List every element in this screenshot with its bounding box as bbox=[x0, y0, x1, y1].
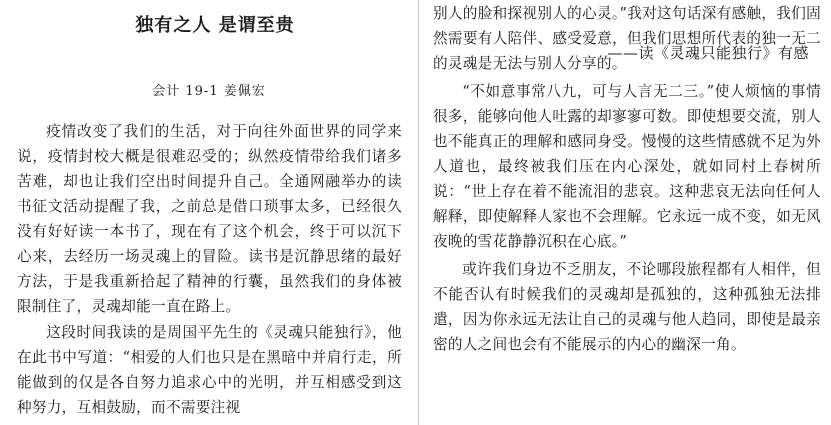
paragraph-continuation: 别人的脸和探视别人的心灵。”我对这句话深有感触，我们固然需要有人陪伴、感受爱意，但我们思想所代表的独一无二的灵魂是无法与别人分享的。 bbox=[433, 5, 821, 72]
essay-title: 独有之人 是谓至贵 bbox=[135, 15, 295, 36]
right-column-body bbox=[433, 1, 821, 357]
paragraph: 疫情改变了我们的生活，对于向往外面世界的同学来说，疫情封校大概是很难忍受的；纵然疫情带给我们诸多苦难，却也让我们空出时间提升自己。全通网融举办的读书征文活动提醒了我，之前总是借口琐事太多，已经很久没有好好读一本书了，现在有了这个机会，终于可以沉下心来，去经历一场灵魂上的冒险。读书是沉静思绪的最好方法，于是我重新拾起了精神的行囊，虽然我们的身体被限制住了，灵魂却能一直在路上。 bbox=[17, 123, 402, 315]
paragraph: 或许我们身边不乏朋友，不论哪段旅程都有人相伴，但不能否认有时候我们的灵魂却是孤独的，这种孤独无法排遣，因为你永远无法让自己的灵魂与他人趋同，即使是最亲密的人之间也会有不能展示的内心的幽深一角。 bbox=[433, 261, 821, 353]
left-column-body bbox=[17, 119, 402, 420]
column-divider bbox=[418, 0, 419, 425]
paragraph: “不如意事常八九，可与人言无二三。”使人烦恼的事情很多，能够向他人吐露的却寥寥可数。即使想要交流，别人也不能真正的理解和感同身受。慢慢的这些情感就不足为外人道也，最终被我们压在内心深处，就如同村上春树所说：“世上存在着不能流泪的悲哀。这种悲哀无法向任何人解释，即使解释人家也不会理解。它永远一成不变，如无风夜晚的雪花静静沉积在心底。” bbox=[433, 83, 821, 250]
essay-subtitle: ——读《灵魂只能独行》有感 bbox=[607, 44, 809, 62]
paragraph: 这段时间我读的是周国平先生的《灵魂只能独行》，他在此书中写道：“相爱的人们也只是在黑暗中并肩行走，所能做到的仅是各自努力追求心中的光明，并互相感受到这种努力，互相鼓励，而不需要注视 bbox=[17, 324, 402, 416]
author-line: 会计 19-1 姜佩宏 bbox=[152, 84, 266, 99]
